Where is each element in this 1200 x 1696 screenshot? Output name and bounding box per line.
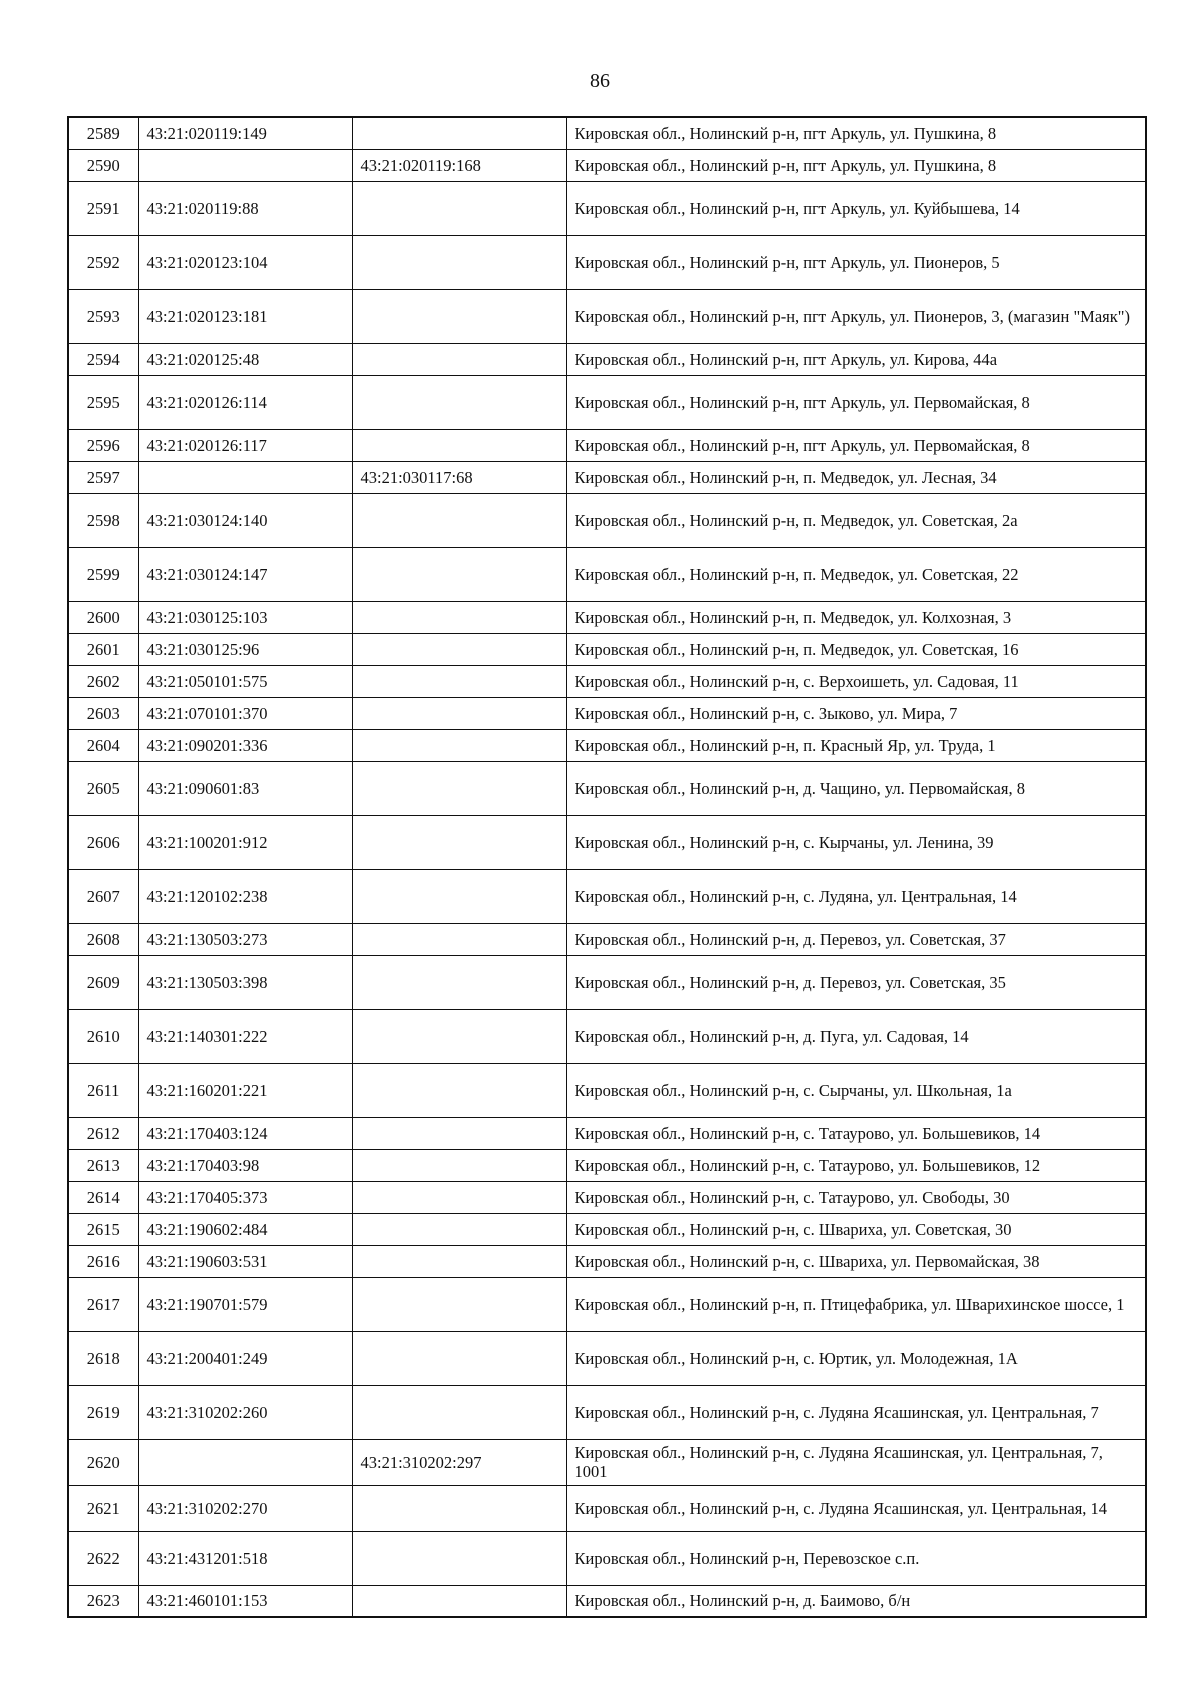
cadastral-number: 43:21:020119:149	[138, 117, 352, 149]
table-row	[68, 923, 1146, 955]
row-number: 2612	[68, 1117, 138, 1149]
table-row	[68, 665, 1146, 697]
row-number: 2600	[68, 601, 138, 633]
table-row	[68, 547, 1146, 601]
table-row	[68, 1181, 1146, 1213]
table-row	[68, 1117, 1146, 1149]
table-row	[68, 697, 1146, 729]
address: Кировская обл., Нолинский р-н, д. Перевоз, ул. Советская, 37	[566, 923, 1146, 955]
cadastral-number-alt	[352, 235, 566, 289]
table-row	[68, 869, 1146, 923]
row-number: 2603	[68, 697, 138, 729]
cadastral-number: 43:21:090201:336	[138, 729, 352, 761]
table-row	[68, 1485, 1146, 1531]
cadastral-number-alt	[352, 1385, 566, 1439]
table-row	[68, 181, 1146, 235]
cadastral-number: 43:21:130503:273	[138, 923, 352, 955]
cadastral-number: 43:21:030125:103	[138, 601, 352, 633]
cadastral-number	[138, 461, 352, 493]
page-number: 86	[590, 70, 610, 92]
table-row	[68, 815, 1146, 869]
cadastral-number-alt	[352, 1331, 566, 1385]
row-number: 2604	[68, 729, 138, 761]
address: Кировская обл., Нолинский р-н, с. Татаурово, ул. Большевиков, 14	[566, 1117, 1146, 1149]
cadastral-number-alt	[352, 117, 566, 149]
row-number: 2591	[68, 181, 138, 235]
row-number: 2618	[68, 1331, 138, 1385]
row-number: 2623	[68, 1585, 138, 1617]
cadastral-number-alt	[352, 1213, 566, 1245]
row-number: 2608	[68, 923, 138, 955]
cadastral-number-alt	[352, 493, 566, 547]
address: Кировская обл., Нолинский р-н, пгт Аркуль, ул. Пионеров, 5	[566, 235, 1146, 289]
address: Кировская обл., Нолинский р-н, п. Медведок, ул. Колхозная, 3	[566, 601, 1146, 633]
address: Кировская обл., Нолинский р-н, с. Татаурово, ул. Свободы, 30	[566, 1181, 1146, 1213]
cadastral-number: 43:21:070101:370	[138, 697, 352, 729]
row-number: 2605	[68, 761, 138, 815]
cadastral-number-alt	[352, 815, 566, 869]
row-number: 2592	[68, 235, 138, 289]
address: Кировская обл., Нолинский р-н, п. Медведок, ул. Советская, 2а	[566, 493, 1146, 547]
table-row	[68, 1531, 1146, 1585]
address: Кировская обл., Нолинский р-н, д. Перевоз, ул. Советская, 35	[566, 955, 1146, 1009]
table-row	[68, 289, 1146, 343]
row-number: 2597	[68, 461, 138, 493]
address: Кировская обл., Нолинский р-н, п. Красный Яр, ул. Труда, 1	[566, 729, 1146, 761]
table-row	[68, 1585, 1146, 1617]
cadastral-number-alt	[352, 729, 566, 761]
cadastral-number: 43:21:170405:373	[138, 1181, 352, 1213]
table-row	[68, 1331, 1146, 1385]
address: Кировская обл., Нолинский р-н, пгт Аркуль, ул. Первомайская, 8	[566, 429, 1146, 461]
cadastral-number-alt	[352, 1149, 566, 1181]
cadastral-number-alt	[352, 1531, 566, 1585]
table-row	[68, 1385, 1146, 1439]
table-row	[68, 633, 1146, 665]
cadastral-number: 43:21:100201:912	[138, 815, 352, 869]
row-number: 2594	[68, 343, 138, 375]
cadastral-number: 43:21:030124:147	[138, 547, 352, 601]
cadastral-number-alt	[352, 955, 566, 1009]
row-number: 2609	[68, 955, 138, 1009]
row-number: 2602	[68, 665, 138, 697]
cadastral-number-alt	[352, 343, 566, 375]
table-row	[68, 761, 1146, 815]
cadastral-number-alt	[352, 1245, 566, 1277]
table-row	[68, 149, 1146, 181]
row-number: 2601	[68, 633, 138, 665]
row-number: 2613	[68, 1149, 138, 1181]
row-number: 2619	[68, 1385, 138, 1439]
row-number: 2599	[68, 547, 138, 601]
cadastral-number-alt	[352, 375, 566, 429]
cadastral-number-alt	[352, 547, 566, 601]
cadastral-number-alt	[352, 923, 566, 955]
cadastral-number: 43:21:020123:104	[138, 235, 352, 289]
address: Кировская обл., Нолинский р-н, с. Лудяна Ясашинская, ул. Центральная, 14	[566, 1485, 1146, 1531]
cadastral-number: 43:21:020125:48	[138, 343, 352, 375]
address: Кировская обл., Нолинский р-н, пгт Аркуль, ул. Кирова, 44а	[566, 343, 1146, 375]
table-row	[68, 343, 1146, 375]
row-number: 2621	[68, 1485, 138, 1531]
cadastral-number: 43:21:160201:221	[138, 1063, 352, 1117]
address: Кировская обл., Нолинский р-н, пгт Аркуль, ул. Пионеров, 3, (магазин "Маяк")	[566, 289, 1146, 343]
cadastral-number: 43:21:190602:484	[138, 1213, 352, 1245]
cadastral-number: 43:21:200401:249	[138, 1331, 352, 1385]
row-number: 2614	[68, 1181, 138, 1213]
cadastral-number-alt	[352, 697, 566, 729]
address: Кировская обл., Нолинский р-н, с. Лудяна, ул. Центральная, 14	[566, 869, 1146, 923]
cadastral-number-alt: 43:21:030117:68	[352, 461, 566, 493]
address: Кировская обл., Нолинский р-н, с. Юртик, ул. Молодежная, 1А	[566, 1331, 1146, 1385]
cadastral-number	[138, 149, 352, 181]
table-row	[68, 493, 1146, 547]
address: Кировская обл., Нолинский р-н, пгт Аркуль, ул. Первомайская, 8	[566, 375, 1146, 429]
row-number: 2589	[68, 117, 138, 149]
row-number: 2598	[68, 493, 138, 547]
table-row	[68, 235, 1146, 289]
table-row	[68, 955, 1146, 1009]
table-row	[68, 1063, 1146, 1117]
cadastral-number: 43:21:310202:270	[138, 1485, 352, 1531]
row-number: 2611	[68, 1063, 138, 1117]
table-row	[68, 601, 1146, 633]
cadastral-number: 43:21:170403:124	[138, 1117, 352, 1149]
table-row	[68, 1245, 1146, 1277]
row-number: 2607	[68, 869, 138, 923]
row-number: 2596	[68, 429, 138, 461]
cadastral-number: 43:21:030124:140	[138, 493, 352, 547]
row-number: 2616	[68, 1245, 138, 1277]
cadastral-number-alt: 43:21:310202:297	[352, 1439, 566, 1485]
table-row	[68, 375, 1146, 429]
cadastral-number-alt	[352, 1117, 566, 1149]
table-row	[68, 1439, 1146, 1485]
cadastral-number: 43:21:120102:238	[138, 869, 352, 923]
table-row	[68, 1213, 1146, 1245]
address: Кировская обл., Нолинский р-н, с. Кырчаны, ул. Ленина, 39	[566, 815, 1146, 869]
row-number: 2595	[68, 375, 138, 429]
cadastral-number-alt	[352, 1485, 566, 1531]
cadastral-number-alt	[352, 181, 566, 235]
cadastral-number: 43:21:130503:398	[138, 955, 352, 1009]
address: Кировская обл., Нолинский р-н, д. Баимово, б/н	[566, 1585, 1146, 1617]
address: Кировская обл., Нолинский р-н, с. Швариха, ул. Первомайская, 38	[566, 1245, 1146, 1277]
address: Кировская обл., Нолинский р-н, с. Верхоишеть, ул. Садовая, 11	[566, 665, 1146, 697]
table-row	[68, 117, 1146, 149]
row-number: 2606	[68, 815, 138, 869]
address: Кировская обл., Нолинский р-н, пгт Аркуль, ул. Пушкина, 8	[566, 117, 1146, 149]
cadastral-number-alt	[352, 601, 566, 633]
cadastral-number-alt	[352, 1181, 566, 1213]
address: Кировская обл., Нолинский р-н, пгт Аркуль, ул. Куйбышева, 14	[566, 181, 1146, 235]
address: Кировская обл., Нолинский р-н, пгт Аркуль, ул. Пушкина, 8	[566, 149, 1146, 181]
cadastral-number-alt	[352, 869, 566, 923]
registry-table-body	[68, 117, 1146, 1617]
table-row	[68, 1009, 1146, 1063]
cadastral-number: 43:21:090601:83	[138, 761, 352, 815]
cadastral-number: 43:21:460101:153	[138, 1585, 352, 1617]
row-number: 2617	[68, 1277, 138, 1331]
cadastral-number-alt	[352, 761, 566, 815]
table-row	[68, 1277, 1146, 1331]
address: Кировская обл., Нолинский р-н, с. Лудяна Ясашинская, ул. Центральная, 7	[566, 1385, 1146, 1439]
address: Кировская обл., Нолинский р-н, с. Лудяна Ясашинская, ул. Центральная, 7, 1001	[566, 1439, 1146, 1485]
cadastral-number: 43:21:050101:575	[138, 665, 352, 697]
cadastral-number: 43:21:020126:114	[138, 375, 352, 429]
cadastral-number-alt	[352, 1063, 566, 1117]
table-row	[68, 461, 1146, 493]
address: Кировская обл., Нолинский р-н, Перевозское с.п.	[566, 1531, 1146, 1585]
address: Кировская обл., Нолинский р-н, п. Медведок, ул. Советская, 16	[566, 633, 1146, 665]
cadastral-number: 43:21:020126:117	[138, 429, 352, 461]
row-number: 2593	[68, 289, 138, 343]
cadastral-number: 43:21:310202:260	[138, 1385, 352, 1439]
row-number: 2610	[68, 1009, 138, 1063]
cadastral-number: 43:21:020123:181	[138, 289, 352, 343]
address: Кировская обл., Нолинский р-н, д. Пуга, ул. Садовая, 14	[566, 1009, 1146, 1063]
row-number: 2620	[68, 1439, 138, 1485]
registry-table	[67, 116, 1147, 1618]
cadastral-number-alt	[352, 1009, 566, 1063]
address: Кировская обл., Нолинский р-н, с. Швариха, ул. Советская, 30	[566, 1213, 1146, 1245]
address: Кировская обл., Нолинский р-н, с. Татаурово, ул. Большевиков, 12	[566, 1149, 1146, 1181]
address: Кировская обл., Нолинский р-н, п. Медведок, ул. Лесная, 34	[566, 461, 1146, 493]
cadastral-number-alt	[352, 289, 566, 343]
row-number: 2622	[68, 1531, 138, 1585]
cadastral-number: 43:21:140301:222	[138, 1009, 352, 1063]
cadastral-number: 43:21:170403:98	[138, 1149, 352, 1181]
cadastral-number-alt	[352, 1277, 566, 1331]
table-row	[68, 429, 1146, 461]
address: Кировская обл., Нолинский р-н, д. Чащино, ул. Первомайская, 8	[566, 761, 1146, 815]
cadastral-number: 43:21:431201:518	[138, 1531, 352, 1585]
table-row	[68, 729, 1146, 761]
address: Кировская обл., Нолинский р-н, п. Птицефабрика, ул. Шварихинское шоссе, 1	[566, 1277, 1146, 1331]
address: Кировская обл., Нолинский р-н, п. Медведок, ул. Советская, 22	[566, 547, 1146, 601]
cadastral-number-alt	[352, 633, 566, 665]
cadastral-number-alt	[352, 1585, 566, 1617]
cadastral-number: 43:21:190603:531	[138, 1245, 352, 1277]
table-row	[68, 1149, 1146, 1181]
row-number: 2615	[68, 1213, 138, 1245]
address: Кировская обл., Нолинский р-н, с. Зыково, ул. Мира, 7	[566, 697, 1146, 729]
cadastral-number: 43:21:190701:579	[138, 1277, 352, 1331]
cadastral-number: 43:21:030125:96	[138, 633, 352, 665]
cadastral-number-alt: 43:21:020119:168	[352, 149, 566, 181]
cadastral-number-alt	[352, 665, 566, 697]
row-number: 2590	[68, 149, 138, 181]
cadastral-number-alt	[352, 429, 566, 461]
cadastral-number	[138, 1439, 352, 1485]
cadastral-number: 43:21:020119:88	[138, 181, 352, 235]
address: Кировская обл., Нолинский р-н, с. Сырчаны, ул. Школьная, 1а	[566, 1063, 1146, 1117]
